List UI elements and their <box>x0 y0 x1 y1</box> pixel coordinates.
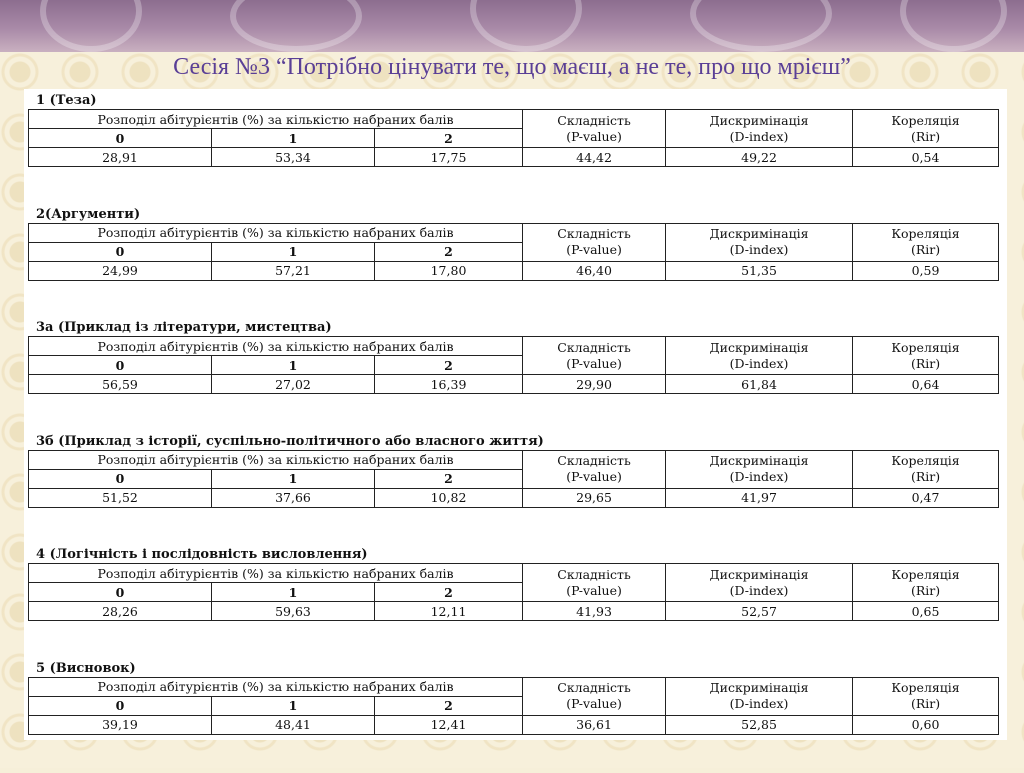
score-2-value: 16,39 <box>375 375 523 394</box>
discrimination-value: 52,85 <box>666 715 853 734</box>
score-0-value: 39,19 <box>29 715 212 734</box>
task-section <box>28 546 1007 660</box>
score-1-value: 53,34 <box>212 148 375 167</box>
score-2-header: 2 <box>375 356 523 375</box>
correlation-header: Кореляція (Rir) <box>853 564 999 602</box>
decorative-header-band <box>0 0 1024 52</box>
score-0-value: 51,52 <box>29 488 212 507</box>
discrimination-value: 41,97 <box>666 488 853 507</box>
slide-title: Сесія №3 “Потрібно цінувати те, що маєш, а не те, про що мрієш” <box>0 54 1024 81</box>
score-2-header: 2 <box>375 696 523 715</box>
stats-table <box>28 109 999 167</box>
discrimination-header: Дискримінація (D-index) <box>666 677 853 715</box>
correlation-value: 0,47 <box>853 488 999 507</box>
section-heading: 2(Аргументи) <box>36 206 1007 223</box>
score-2-value: 10,82 <box>375 488 523 507</box>
discrimination-value: 51,35 <box>666 261 853 280</box>
correlation-value: 0,60 <box>853 715 999 734</box>
score-0-value: 28,26 <box>29 602 212 621</box>
score-0-value: 28,91 <box>29 148 212 167</box>
task-section <box>28 433 1007 547</box>
score-0-header: 0 <box>29 356 212 375</box>
section-heading: 1 (Теза) <box>36 92 1007 109</box>
discrimination-header: Дискримінація (D-index) <box>666 337 853 375</box>
score-2-value: 12,11 <box>375 602 523 621</box>
task-section <box>28 92 1007 206</box>
section-heading: 5 (Висновок) <box>36 660 1007 677</box>
difficulty-value: 29,90 <box>523 375 666 394</box>
stats-table <box>28 677 999 735</box>
score-1-value: 59,63 <box>212 602 375 621</box>
correlation-value: 0,59 <box>853 261 999 280</box>
stats-table <box>28 223 999 281</box>
score-1-header: 1 <box>212 356 375 375</box>
score-1-header: 1 <box>212 583 375 602</box>
difficulty-value: 36,61 <box>523 715 666 734</box>
section-heading: 3а (Приклад із літератури, мистецтва) <box>36 319 1007 336</box>
correlation-header: Кореляція (Rir) <box>853 110 999 148</box>
distribution-header: Розподіл абітурієнтів (%) за кількістю набраних балів <box>29 223 523 242</box>
score-0-header: 0 <box>29 242 212 261</box>
correlation-header: Кореляція (Rir) <box>853 677 999 715</box>
correlation-header: Кореляція (Rir) <box>853 223 999 261</box>
score-0-value: 24,99 <box>29 261 212 280</box>
difficulty-value: 41,93 <box>523 602 666 621</box>
discrimination-header: Дискримінація (D-index) <box>666 110 853 148</box>
distribution-header: Розподіл абітурієнтів (%) за кількістю набраних балів <box>29 564 523 583</box>
score-1-header: 1 <box>212 469 375 488</box>
score-2-value: 17,80 <box>375 261 523 280</box>
difficulty-value: 46,40 <box>523 261 666 280</box>
score-2-header: 2 <box>375 469 523 488</box>
score-1-value: 57,21 <box>212 261 375 280</box>
discrimination-header: Дискримінація (D-index) <box>666 564 853 602</box>
stats-table <box>28 563 999 621</box>
score-2-header: 2 <box>375 242 523 261</box>
section-heading: 3б (Приклад з історії, суспільно-політичного або власного життя) <box>36 433 1007 450</box>
stats-table <box>28 336 999 394</box>
score-1-header: 1 <box>212 696 375 715</box>
difficulty-header: Складність (P-value) <box>523 677 666 715</box>
score-1-value: 48,41 <box>212 715 375 734</box>
score-1-header: 1 <box>212 242 375 261</box>
score-2-header: 2 <box>375 129 523 148</box>
correlation-value: 0,64 <box>853 375 999 394</box>
score-0-header: 0 <box>29 583 212 602</box>
score-2-value: 12,41 <box>375 715 523 734</box>
stats-table <box>28 450 999 508</box>
statistics-document <box>24 89 1007 740</box>
score-2-header: 2 <box>375 583 523 602</box>
difficulty-header: Складність (P-value) <box>523 223 666 261</box>
distribution-header: Розподіл абітурієнтів (%) за кількістю набраних балів <box>29 450 523 469</box>
score-1-header: 1 <box>212 129 375 148</box>
score-0-header: 0 <box>29 469 212 488</box>
discrimination-value: 52,57 <box>666 602 853 621</box>
discrimination-header: Дискримінація (D-index) <box>666 450 853 488</box>
distribution-header: Розподіл абітурієнтів (%) за кількістю набраних балів <box>29 337 523 356</box>
score-0-header: 0 <box>29 696 212 715</box>
correlation-value: 0,65 <box>853 602 999 621</box>
difficulty-header: Складність (P-value) <box>523 110 666 148</box>
task-section <box>28 319 1007 433</box>
difficulty-header: Складність (P-value) <box>523 450 666 488</box>
difficulty-value: 44,42 <box>523 148 666 167</box>
discrimination-value: 61,84 <box>666 375 853 394</box>
distribution-header: Розподіл абітурієнтів (%) за кількістю набраних балів <box>29 677 523 696</box>
correlation-value: 0,54 <box>853 148 999 167</box>
section-heading: 4 (Логічність і послідовність висловлення) <box>36 546 1007 563</box>
score-1-value: 27,02 <box>212 375 375 394</box>
discrimination-header: Дискримінація (D-index) <box>666 223 853 261</box>
distribution-header: Розподіл абітурієнтів (%) за кількістю набраних балів <box>29 110 523 129</box>
score-0-header: 0 <box>29 129 212 148</box>
correlation-header: Кореляція (Rir) <box>853 450 999 488</box>
task-section <box>28 660 1007 773</box>
difficulty-header: Складність (P-value) <box>523 337 666 375</box>
correlation-header: Кореляція (Rir) <box>853 337 999 375</box>
task-section <box>28 206 1007 320</box>
score-1-value: 37,66 <box>212 488 375 507</box>
score-0-value: 56,59 <box>29 375 212 394</box>
discrimination-value: 49,22 <box>666 148 853 167</box>
difficulty-value: 29,65 <box>523 488 666 507</box>
score-2-value: 17,75 <box>375 148 523 167</box>
difficulty-header: Складність (P-value) <box>523 564 666 602</box>
